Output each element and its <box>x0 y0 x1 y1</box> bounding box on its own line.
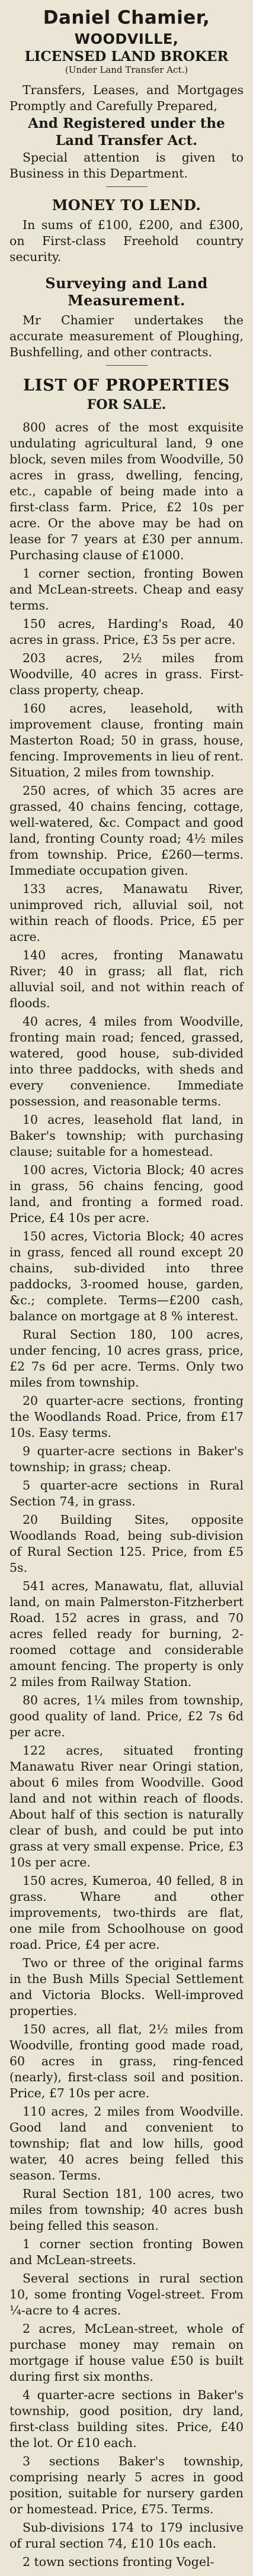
surveying-heading: Surveying and Land Measurement. <box>45 275 208 309</box>
section-divider <box>106 365 148 366</box>
property-listing: 133 acres, Manawatu River, unimproved rich, alluvial soil, not within reach of floods. Price, £5 per acre. <box>9 882 244 944</box>
surveying-section <box>9 275 244 360</box>
property-listing: 100 acres, Victoria Block; 40 acres in grass, 56 chains fencing, good land, and fronting a formed road. Price, £4 10s per acre. <box>9 1163 244 1225</box>
property-listing: 150 acres, Victoria Block; 40 acres in grass, fenced all round except 20 chains, sub-divided into three paddocks, 3-roomed house, garden, &c.; complete. Terms—£200 cash, balance on mortgage at 8 % interest. <box>9 1229 244 1323</box>
property-listing: 2 acres, McLean-street, whole of purchase money may remain on mortgage if house value £50 is built during first six months. <box>9 2322 244 2384</box>
property-listing: 20 Building Sites, opposite Woodlands Road, being sub-division of Rural Section 125. Price, from £5 5s. <box>9 1513 244 1575</box>
property-listing: 3 sections Baker's township, comprising nearly 5 acres in good position, suitable for nursery garden or homestead. Price, £75. Terms. <box>9 2454 244 2516</box>
properties-heading: LIST OF PROPERTIES <box>23 376 230 395</box>
surveying-text: Mr Chamier undertakes the accurate measurement of Ploughing, Bushfelling, and other contracts. <box>9 313 244 359</box>
property-listing: 110 acres, 2 miles from Woodville. Good land and convenient to township; flat and low hills, good water, 40 acres being felled this season. Terms. <box>9 2104 244 2182</box>
property-listing: 10 acres, leasehold flat land, in Baker's township; with purchasing clause; suitable for a homestead. <box>9 1113 244 1159</box>
money-heading: MONEY TO LEND. <box>52 196 201 214</box>
property-listing: 1 corner section fronting Bowen and McLean-streets. <box>9 2237 244 2267</box>
property-listing: Rural Section 181, 100 acres, two miles from township; 40 acres bush being felled this season. <box>9 2187 244 2233</box>
properties-subheading: FOR SALE. <box>87 397 166 412</box>
registered-line-2: Land Transfer Act. <box>55 133 198 149</box>
advertiser-title: LICENSED LAND BROKER <box>24 49 229 65</box>
advertiser-town: WOODVILLE, <box>74 31 179 47</box>
services-section <box>9 82 244 182</box>
property-listing: Several sections in rural section 10, some fronting Vogel-street. From ¼-acre to 4 acres. <box>9 2271 244 2317</box>
property-listing: 9 quarter-acre sections in Baker's township; in grass; cheap. <box>9 1444 244 1474</box>
property-listing: 40 acres, 4 miles from Woodville, fronting main road; fenced, grassed, watered, good house, sub-divided into three paddocks, with sheds and every convenience. Immediate possession, and reasonable terms. <box>9 1014 244 1108</box>
property-listing: 150 acres, all flat, 2½ miles from Woodville, fronting good made road, 60 acres in grass, ring-fenced (nearly), first-class soil and position. Price, £7 10s per acre. <box>9 2022 244 2100</box>
property-listing: 20 quarter-acre sections, fronting the Woodlands Road. Price, from £17 10s. Easy terms. <box>9 1394 244 1440</box>
services-text: Transfers, Leases, and Mortgages Promptly and Carefully Prepared, <box>9 83 244 113</box>
section-divider <box>106 186 148 187</box>
special-attention-text: Special attention is given to Business in this Department. <box>9 150 244 180</box>
property-listing: 150 acres, Kumeroa, 40 felled, 8 in grass. Whare and other improvements, two-thirds are flat, one mile from Schoolhouse on good road. Price, £4 per acre. <box>9 1874 244 1952</box>
property-listing: 250 acres, of which 35 acres are grassed, 40 chains fencing, cottage, well-watered, &c. Compact and good land, fronting County road; 4½ miles from township. Price, £260—terms. Immediate occupation given. <box>9 784 244 878</box>
property-listing: Sub-divisions 174 to 179 inclusive of rural section 74, £10 10s each. <box>9 2520 244 2551</box>
property-listing: 203 acres, 2½ miles from Woodville, 40 acres in grass. First-class property, cheap. <box>9 651 244 697</box>
property-listing: 140 acres, fronting Manawatu River; 40 in grass; all flat, rich alluvial soil, and not within reach of floods. <box>9 948 244 1010</box>
property-listing: 160 acres, leasehold, with improvement clause, fronting main Masterton Road; 50 in grass, house, fencing. Improvements in lieu of rent. Situation, 2 miles from township. <box>9 701 244 779</box>
advertiser-subtitle: (Under Land Transfer Act.) <box>65 65 188 75</box>
property-listing: 1 corner section, fronting Bowen and McLean-streets. Cheap and easy terms. <box>9 566 244 612</box>
advertiser-header <box>9 7 244 75</box>
property-listing: 800 acres of the most exquisite undulating agricultural land, 9 one block, seven miles from Woodville, 50 acres in grass, dwelling, fencing, etc., capable of being made into a first-class farm. Price, £2 10s per acre. Or the above may be had on lease for 7 years at £30 per annum. Purchasing clause of £1000. <box>9 420 244 562</box>
property-listing: 150 acres, Harding's Road, 40 acres in grass. Price, £3 5s per acre. <box>9 617 244 647</box>
property-listing: 80 acres, 1¼ miles from township, good quality of land. Price, £2 7s 6d per acre. <box>9 1693 244 1739</box>
property-listing: 541 acres, Manawatu, flat, alluvial land, on main Palmerston-Fitzherbert Road. 152 acres in grass, and 70 acres felled ready for burning, 2-roomed cottage and considerable amount fencing. The property is only 2 miles from Railway Station. <box>9 1579 244 1689</box>
money-text: In sums of £100, £200, and £300, on First-class Freehold country security. <box>9 218 244 264</box>
property-listing: 5 quarter-acre sections in Rural Section 74, in grass. <box>9 1478 244 1508</box>
property-listing: 122 acres, situated fronting Manawatu River near Oringi station, about 6 miles from Woodville. Good land and not within reach of floods. About half of this section is naturally clear of bush, and could be put into grass at very small expense. Price, £3 10s per acre. <box>9 1743 244 1869</box>
property-listing: 4 quarter-acre sections in Baker's township, good position, dry land, first-class building sites. Price, £40 the lot. Or £10 each. <box>9 2388 244 2450</box>
advertiser-name: Daniel Chamier, <box>43 7 210 28</box>
property-listing: Rural Section 180, 100 acres, under fencing, 10 acres grass, price, £2 7s 6d per acre. Terms. Only two miles from township. <box>9 1327 244 1389</box>
properties-section <box>9 376 244 2570</box>
registered-line-1: And Registered under the <box>28 115 225 131</box>
property-listing: 2 town sections fronting Vogel- <box>23 2555 214 2569</box>
money-section <box>9 196 244 265</box>
property-listing: Two or three of the original farms in the Bush Mills Special Settlement and Victoria Blocks. Well-improved properties. <box>9 1956 244 2018</box>
